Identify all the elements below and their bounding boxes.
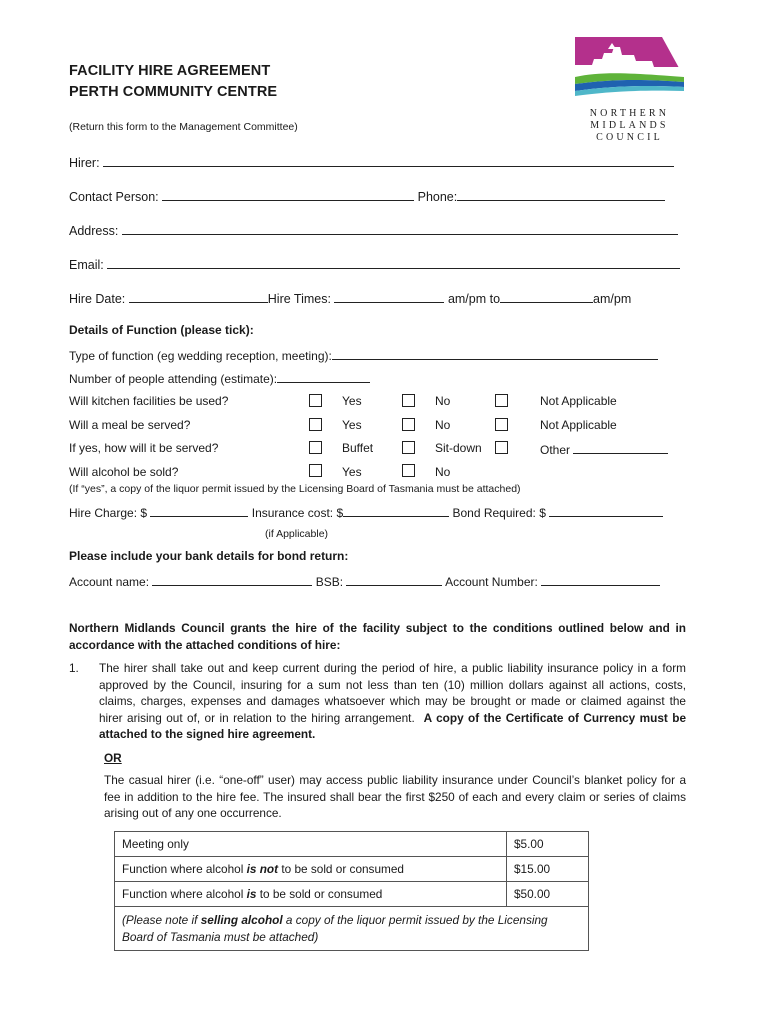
meal-no-checkbox[interactable]: [402, 418, 415, 431]
hire-times-label: Hire Times:: [267, 292, 331, 306]
casual-hirer-text: The casual hirer (i.e. “one-off” user) may access public liability insurance under Council’s blanket policy for a fee in addition to the hire fee. The insured shall bear the first $250 of each and every claim or series of claims arising out of any one occurrence.: [104, 773, 686, 820]
hirer-field[interactable]: [103, 154, 674, 167]
phone-field[interactable]: [457, 188, 665, 201]
hirer-label: Hirer:: [69, 156, 100, 170]
bond-required-field[interactable]: [549, 504, 663, 517]
ampm-to-label: am/pm to: [447, 292, 501, 306]
account-name-field[interactable]: [152, 573, 312, 586]
question-label: Will a meal be served?: [69, 418, 191, 432]
question-label: Will kitchen facilities be used?: [69, 394, 229, 408]
kitchen-no-checkbox[interactable]: [402, 394, 415, 407]
option-label: Yes: [342, 465, 362, 479]
served-other-field[interactable]: [573, 441, 668, 454]
insurance-cost-field[interactable]: [343, 504, 449, 517]
option-label: No: [435, 465, 451, 479]
contact-person-label: Contact Person:: [69, 190, 159, 204]
hire-charge-field[interactable]: [150, 504, 248, 517]
address-field[interactable]: [122, 222, 678, 235]
rate-price-cell: $15.00: [507, 857, 589, 882]
account-name-label: Account name:: [69, 575, 150, 589]
form-title-line1: FACILITY HIRE AGREEMENT: [69, 63, 271, 79]
bank-row: [69, 573, 660, 589]
people-attending-field[interactable]: [277, 370, 370, 383]
hire-time-end-field[interactable]: [500, 290, 593, 303]
meal-yes-checkbox[interactable]: [309, 418, 322, 431]
option-label: Yes: [342, 394, 362, 408]
phone-label: Phone:: [417, 190, 458, 204]
condition-number: 1.: [69, 661, 79, 675]
option-label: Other: [540, 443, 571, 457]
kitchen-na-checkbox[interactable]: [495, 394, 508, 407]
question-label: If yes, how will it be served?: [69, 441, 219, 455]
meal-na-checkbox[interactable]: [495, 418, 508, 431]
function-type-row: [69, 347, 658, 363]
contact-person-field[interactable]: [162, 188, 414, 201]
insurance-cost-label: Insurance cost: $: [251, 506, 344, 520]
rate-label-cell: Function where alcohol is to be sold or consumed: [115, 882, 507, 907]
table-row: [115, 857, 589, 882]
people-row: [69, 370, 370, 386]
rate-label-cell: Function where alcohol is not to be sold or consumed: [115, 857, 507, 882]
bsb-label: BSB:: [315, 575, 344, 589]
email-row: [69, 256, 680, 272]
option-label: Not Applicable: [540, 418, 617, 432]
rate-note-cell: (Please note if selling alcohol a copy of the liquor permit issued by the Licensing Board of Tasmania must be attached): [115, 907, 589, 951]
address-label: Address:: [69, 224, 119, 238]
option-label: Sit-down: [435, 441, 482, 455]
hire-time-start-field[interactable]: [334, 290, 444, 303]
conditions-intro: Northern Midlands Council grants the hire of the facility subject to the conditions outlined below and in accordance with the attached conditions of hire:: [69, 621, 686, 652]
form-title-line2: PERTH COMMUNITY CENTRE: [69, 84, 278, 100]
question-label: Will alcohol be sold?: [69, 465, 179, 479]
bsb-field[interactable]: [346, 573, 442, 586]
rate-price-cell: $5.00: [507, 832, 589, 857]
bond-required-label: Bond Required: $: [452, 506, 546, 520]
function-details-heading: Details of Function (please tick):: [69, 323, 254, 337]
hire-date-row: [69, 290, 631, 306]
address-row: [69, 222, 678, 238]
condition-1-text: [99, 660, 686, 743]
charges-row: [69, 504, 663, 520]
hire-date-label: Hire Date:: [69, 292, 126, 306]
logo-line-northern: NORTHERN: [589, 108, 670, 119]
hire-charge-label: Hire Charge: $: [69, 506, 148, 520]
hirer-row: [69, 154, 674, 170]
condition-1-certificate-note: A copy of the Certificate of Currency must be attached to the signed hire agreement.: [99, 710, 687, 741]
email-field[interactable]: [107, 256, 680, 269]
option-label: No: [435, 418, 451, 432]
condition-1-body: The hirer shall take out and keep current during the period of hire, a public liability insurance policy in a form approved by the Council, insuring for a sum not less than ten (10) million dollars against all actions, costs, claims, charges, expenses and damages whatsoever which may be brought or made or claimed against the hirer arising out of, or in relation to the hiring arrangement.: [99, 661, 686, 725]
liquor-permit-note: (If “yes”, a copy of the liquor permit issued by the Licensing Board of Tasmania must be attached): [69, 483, 521, 495]
insurance-rates-table: [114, 831, 589, 951]
ampm-label: am/pm: [593, 292, 632, 306]
served-sitdown-checkbox[interactable]: [402, 441, 415, 454]
kitchen-yes-checkbox[interactable]: [309, 394, 322, 407]
function-type-label: Type of function (eg wedding reception, meeting):: [69, 349, 332, 363]
account-number-label: Account Number:: [445, 575, 538, 589]
rate-label-cell: Meeting only: [115, 832, 507, 857]
if-applicable-note: (if Applicable): [265, 528, 329, 540]
contact-row: [69, 188, 665, 204]
function-type-field[interactable]: [332, 347, 658, 360]
option-label: No: [435, 394, 451, 408]
table-row: [115, 882, 589, 907]
served-buffet-checkbox[interactable]: [309, 441, 322, 454]
option-label: Buffet: [342, 441, 374, 455]
alcohol-no-checkbox[interactable]: [402, 464, 415, 477]
alcohol-yes-checkbox[interactable]: [309, 464, 322, 477]
account-number-field[interactable]: [541, 573, 660, 586]
table-row: [115, 832, 589, 857]
return-note: (Return this form to the Management Committee): [69, 121, 298, 133]
or-separator: OR: [104, 751, 122, 765]
bank-details-heading: Please include your bank details for bond return:: [69, 549, 349, 563]
served-other-row: [540, 441, 668, 457]
logo-line-midlands: MIDLANDS: [590, 120, 669, 131]
email-label: Email:: [69, 258, 104, 272]
logo-line-council: COUNCIL: [596, 132, 663, 143]
council-logo: [572, 35, 687, 145]
option-label: Yes: [342, 418, 362, 432]
served-other-checkbox[interactable]: [495, 441, 508, 454]
rate-price-cell: $50.00: [507, 882, 589, 907]
hire-date-field[interactable]: [129, 290, 268, 303]
people-attending-label: Number of people attending (estimate):: [69, 372, 278, 386]
option-label: Not Applicable: [540, 394, 617, 408]
table-row: [115, 907, 589, 951]
council-logo-graphic: [572, 35, 687, 101]
